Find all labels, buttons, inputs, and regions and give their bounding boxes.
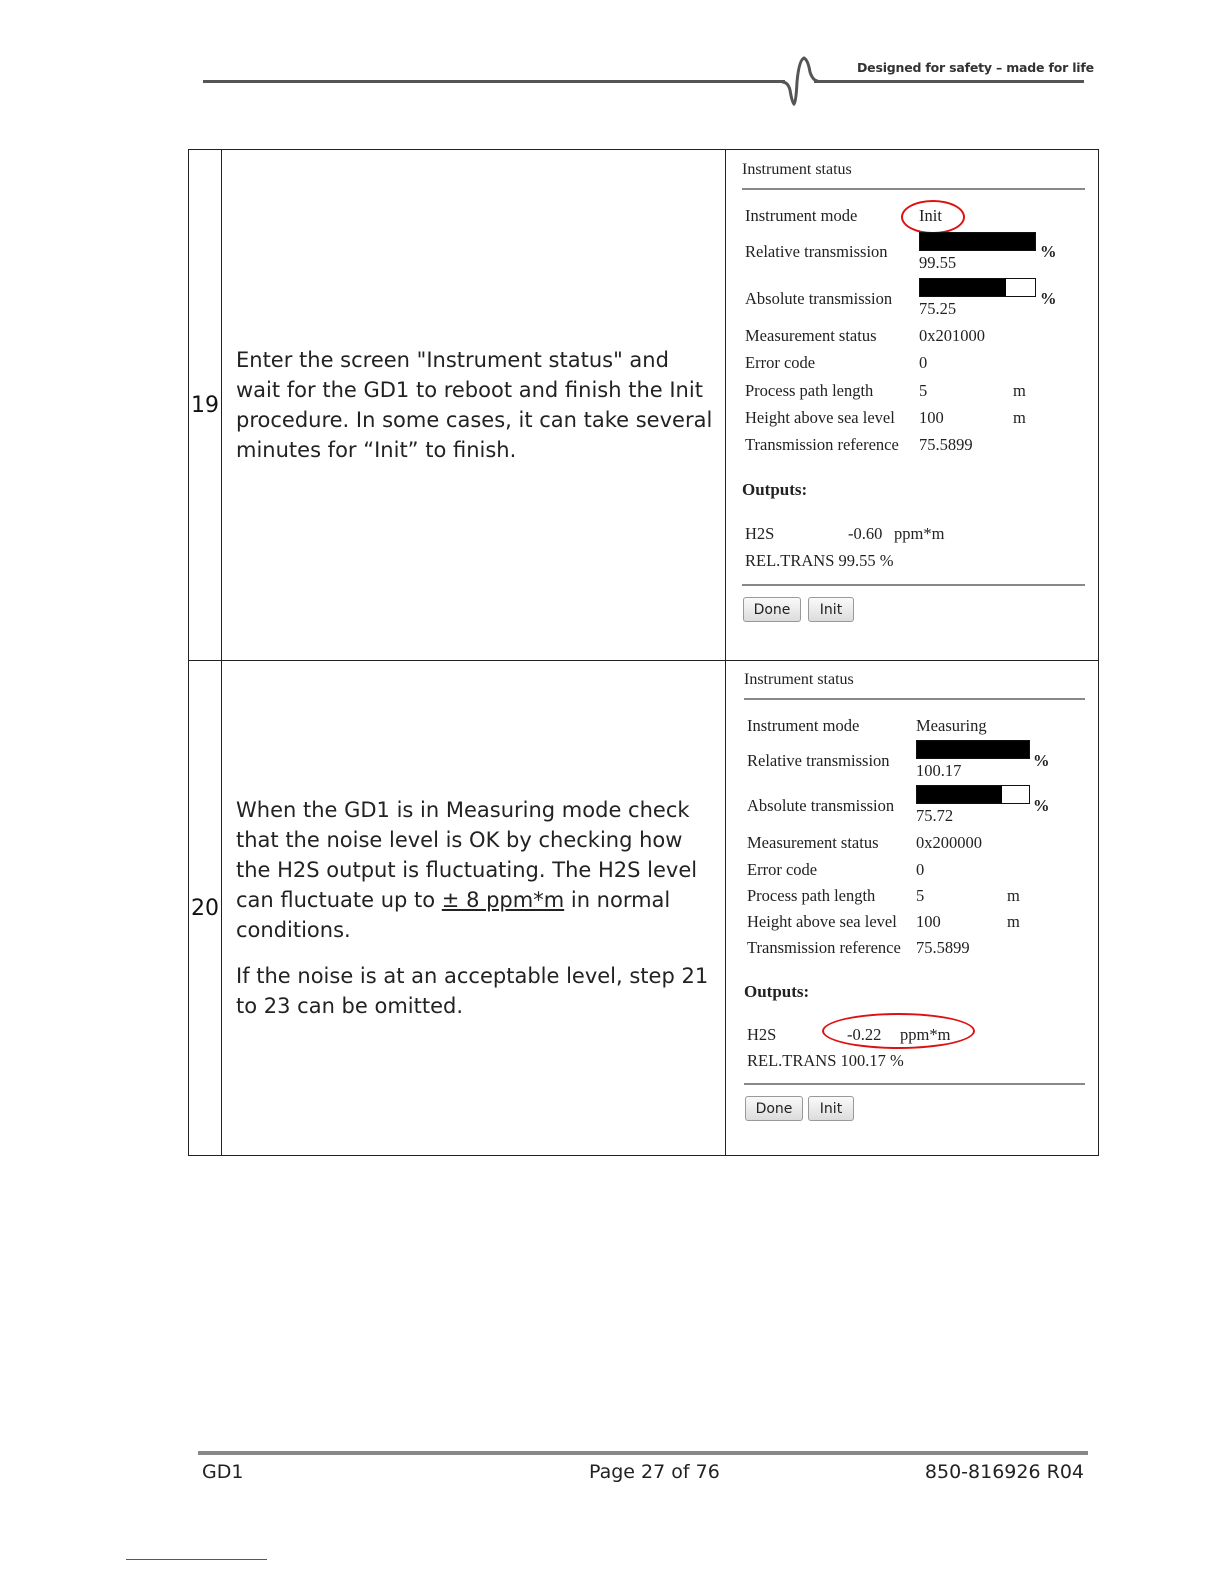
instrument-mode-value: Init (919, 206, 942, 225)
instruction-paragraph (236, 795, 713, 945)
done-button[interactable]: Done (743, 597, 801, 622)
error-code-label: Error code (745, 353, 816, 372)
header-rule-right (814, 80, 1084, 83)
procedure-table (188, 149, 1099, 1156)
h2s-value: -0.60 (848, 524, 883, 543)
instruction-text: When the GD1 is in Measuring mode check that the noise level is OK by checking how the H2S output is fluctuating. The H2S level can fluctuate up to (236, 798, 698, 912)
instruction-paragraph: If the noise is at an acceptable level, step 21 to 23 can be omitted. (236, 964, 709, 1018)
relative-transmission-label: Relative transmission (745, 242, 888, 261)
rel-trans-output: REL.TRANS 99.55 % (745, 551, 894, 570)
transmission-reference-value: 75.5899 (919, 435, 973, 454)
outputs-heading: Outputs: (744, 982, 810, 1001)
relative-transmission-bar (916, 740, 1030, 759)
init-button[interactable]: Init (808, 597, 854, 622)
highlight-circle (822, 1013, 975, 1049)
h2s-value: -0.22 (847, 1025, 882, 1044)
path-length-label: Process path length (745, 381, 874, 400)
unit-label: m (1013, 408, 1026, 427)
percent-sign: % (1033, 751, 1050, 770)
panel-title: Instrument status (742, 161, 852, 178)
rel-trans-output: REL.TRANS 100.17 % (747, 1051, 904, 1070)
measurement-status-label: Measurement status (747, 833, 879, 852)
absolute-transmission-label: Absolute transmission (745, 289, 893, 308)
footer-product: GD1 (202, 1461, 244, 1483)
measurement-status-value: 0x201000 (919, 326, 985, 345)
measurement-status-label: Measurement status (745, 326, 877, 345)
footnote-separator (126, 1559, 267, 1560)
header-tagline: Designed for safety – made for life (857, 60, 1094, 75)
page-number: Page 27 of 76 (589, 1461, 720, 1483)
table-row (189, 661, 1098, 1155)
instrument-mode-label: Instrument mode (747, 716, 860, 735)
instruction-paragraph: Enter the screen "Instrument status" and wait for the GD1 to reboot and finish the Init procedure. In some cases, it can take several minutes for “Init” to finish. (236, 348, 713, 462)
instrument-status-screenshot (726, 661, 1098, 1155)
absolute-transmission-bar-fill (917, 786, 1002, 803)
relative-transmission-value: 99.55 (919, 253, 957, 272)
error-code-value: 0 (916, 860, 925, 879)
absolute-transmission-value: 75.25 (919, 299, 957, 318)
highlight-circle (901, 200, 965, 234)
panel-divider (744, 1083, 1085, 1085)
relative-transmission-bar-fill (920, 233, 1035, 250)
height-label: Height above sea level (745, 408, 895, 427)
table-row (189, 150, 1098, 661)
step-number: 19 (189, 150, 222, 660)
h2s-label: H2S (747, 1025, 777, 1044)
instrument-mode-label: Instrument mode (745, 206, 858, 225)
instruction-text: in normal conditions. (236, 888, 671, 942)
step-number: 20 (189, 661, 222, 1155)
instrument-status-screenshot (726, 150, 1098, 660)
error-code-label: Error code (747, 860, 818, 879)
relative-transmission-bar (919, 232, 1036, 251)
panel-divider (744, 698, 1085, 700)
noise-tolerance: ± 8 ppm*m (441, 888, 565, 912)
unit-label: m (1007, 912, 1020, 931)
document-number: 850-816926 R04 (924, 1461, 1084, 1483)
path-length-value: 5 (919, 381, 928, 400)
transmission-reference-label: Transmission reference (745, 435, 899, 454)
relative-transmission-label: Relative transmission (747, 751, 890, 770)
panel-divider (742, 188, 1085, 190)
measurement-status-value: 0x200000 (916, 833, 982, 852)
header-rule-left (203, 80, 785, 83)
percent-sign: % (1033, 796, 1050, 815)
height-value: 100 (919, 408, 944, 427)
panel-title: Instrument status (744, 671, 854, 688)
init-button[interactable]: Init (808, 1096, 854, 1121)
transmission-reference-label: Transmission reference (747, 938, 901, 957)
done-button[interactable]: Done (745, 1096, 803, 1121)
error-code-value: 0 (919, 353, 928, 372)
unit-label: m (1007, 886, 1020, 905)
h2s-unit: ppm*m (894, 524, 945, 543)
relative-transmission-bar-fill (917, 741, 1029, 758)
absolute-transmission-label: Absolute transmission (747, 796, 895, 815)
absolute-transmission-bar (919, 278, 1036, 297)
panel-divider (742, 584, 1085, 586)
height-label: Height above sea level (747, 912, 897, 931)
relative-transmission-value: 100.17 (916, 761, 962, 780)
absolute-transmission-value: 75.72 (916, 806, 954, 825)
instrument-mode-value: Measuring (916, 716, 987, 735)
step-instructions (222, 150, 726, 660)
height-value: 100 (916, 912, 941, 931)
absolute-transmission-bar (916, 785, 1030, 804)
h2s-label: H2S (745, 524, 775, 543)
h2s-unit: ppm*m (900, 1025, 951, 1044)
transmission-reference-value: 75.5899 (916, 938, 970, 957)
absolute-transmission-bar-fill (920, 279, 1006, 296)
percent-sign: % (1040, 242, 1057, 261)
outputs-heading: Outputs: (742, 480, 808, 499)
percent-sign: % (1040, 289, 1057, 308)
unit-label: m (1013, 381, 1026, 400)
step-instructions (222, 661, 726, 1155)
path-length-label: Process path length (747, 886, 876, 905)
path-length-value: 5 (916, 886, 925, 905)
footer-rule (198, 1451, 1088, 1455)
